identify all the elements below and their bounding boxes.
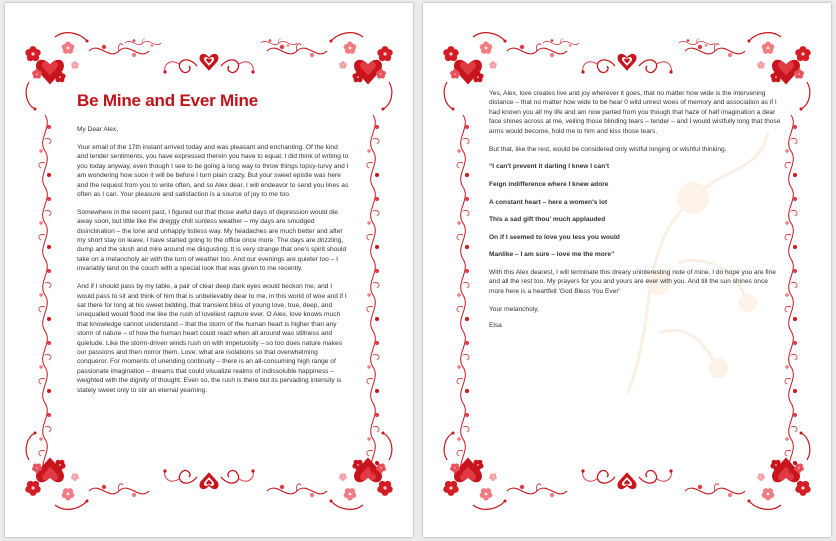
poem-line: On if I seemed to love you less you would [489, 233, 620, 241]
poem-line: This a sad gift thou' much applauded [489, 216, 606, 224]
letter-body [77, 125, 349, 404]
document-page-2 [423, 3, 831, 537]
closing-paragraph: With this Alex dearest, I will terminate this dreary uninteresting note of mine. I do hope you are fine and all the rest too. My prayers for you and yours are ever with you. And till the sun shines once more here is a heartfelt 'God Bless You Ever' [489, 269, 776, 295]
salutation: My Dear Alex, [77, 126, 119, 133]
signoff: Your melancholy, [489, 305, 539, 313]
poem-line: Feign indifference where I knew adore [489, 181, 609, 189]
paragraph: Your email of the 17th instant arrived today and was pleasant and enchanting. Of the kind and tender sentiments, you have expressed therein you have to equal. I did think of writing to you today anyway, even though I see to be going a long way to throw things topsy-turvy and I am wondering how soon it will be before I turn plain crazy. But your sweet epistle was here and the request from you to write often, and so Alex dear, I will endeavor to send you lines as often as I can. Your pleasure and satisfaction is a source of joy to me too. [77, 143, 349, 198]
poem-line: A constant heart – here a women's lot [489, 198, 608, 206]
document-page-1 [5, 3, 413, 537]
poem-line: Manlike – I am sure – love me the more” [489, 251, 615, 259]
letter-title: Be Mine and Ever Mine [77, 91, 258, 110]
paragraph: Somewhere in the recent past, I figured out that those awful days of depression would die away soon, but little like the dreggy chill sunless weather – my days are smudged disinclination – the lone and unhappy listless way. My headaches are much better and after my short stay on leave, I have started going to the office once more. The days are drizzling, dump and the slush and mire around me disgusting. It is very strange that one's spirit should take on a melancholy air with the turn of weather too. And our evenings are quieter too – I invariably land on the couch with a special look that was given to me recently. [77, 208, 347, 273]
poem-line: “I can't prevent it darling I knew I can't [489, 163, 610, 171]
letter-body-continued [489, 89, 781, 338]
paragraph: But that, like the rest, would be considered only wistful longing or wishful thinking. [489, 145, 727, 153]
paragraph: Yes, Alex, love creates live and joy wherever it goes, that no matter how wide is the intervening distance – that no matter how wide to be hear 0 wild unrest woes of memory and association as if I had known you all my life and am now parted from you though that haze of half imagination a dear face shines across at me, veiling those blinding tears – tender – and I would wistfully long that those arms would become, hold me to him and kiss those tears. [489, 90, 781, 135]
signature: Elsa [489, 322, 502, 330]
paragraph: And if I should pass by my table, a pair of clear deep dark eyes would beckon me, and I would pass to sit and think of him that is unbelievably dear to me, in this world of woe and if I sat there for long at his sweet bidding, that transient bliss of young love, true, deep, and unequalled would flood me like the rush of loveliest rapture ever. O Alex, love knows much that knowledge cannot understand – that the storm of the human heart is higher than any storm of nature – of how the human heart could react when all around was stillness and quietude. Like the storm-driven winds rush on with impetuosity – so too does nature makes our passions and then mirror them. Love: what are isolations so that overwhelming conqueror. For moments of unending continuity – there is an all-consuming high range of passionate imagination – dreams that could visualize realms of indissoluble happiness – weighted with the dignity of thought. Even so, the rush is there but its pervading intensity is stately sweet only to stir an eternal yearning. [77, 283, 347, 394]
